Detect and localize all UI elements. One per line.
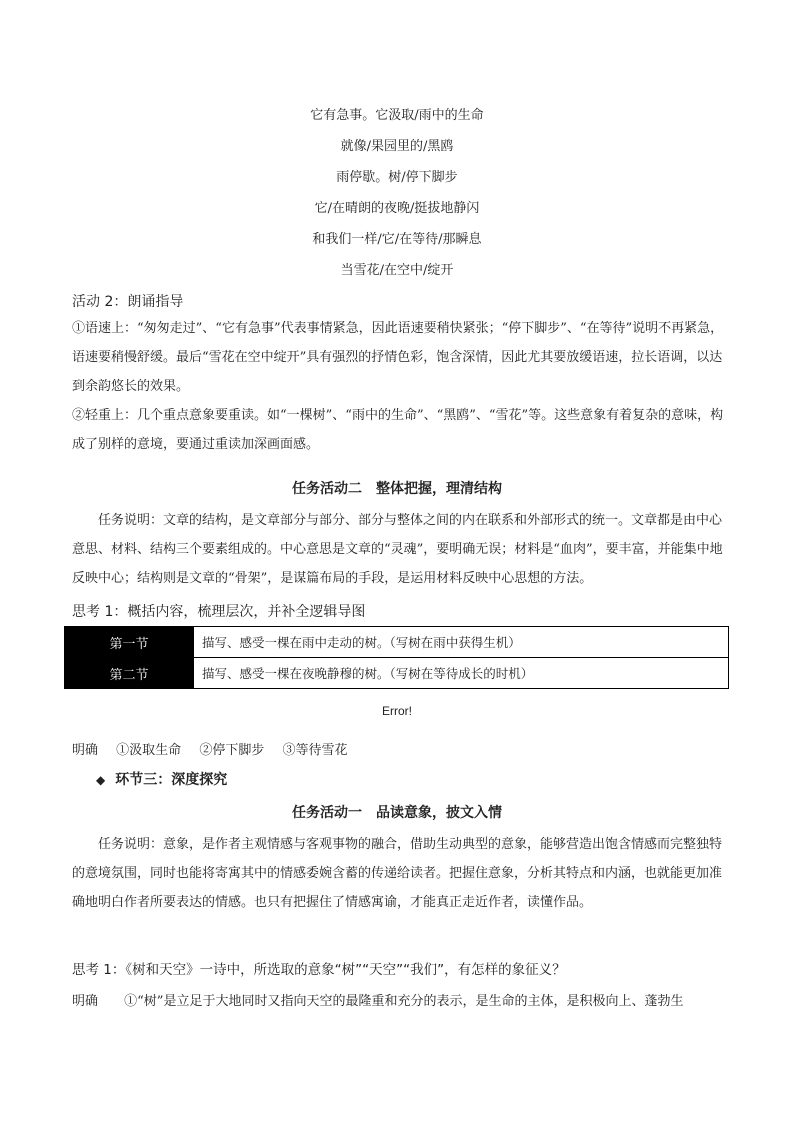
task-activity-2-title: 任务活动二 整体把握，理清结构 — [292, 481, 502, 497]
section-3-title: 环节三：深度探究 — [115, 772, 228, 788]
task-1-description: 任务说明：意象，是作者主观情感与客观事物的融合，借助生动典型的意象，能够营造出饱含情感而完整独特的意境氛围，同时也能将寄寓其中的情感委婉含蓄的传递给读者。把握住意象，分析其特点和内涵，也就能更加准确地明白作者所要表达的情感。也只有把握住了情感寓谕，才能真正走近作者，读懂作品。 — [72, 837, 723, 910]
answer-item: ③等待雪花 — [282, 743, 348, 758]
task-activity-1-title: 任务活动一 品读意象，披文入情 — [292, 805, 502, 821]
structure-table — [64, 626, 729, 689]
poem-line: 当雪花/在空中/绽开 — [340, 263, 454, 278]
poem-line: 就像/果园里的/黑鸥 — [340, 139, 454, 154]
poem-line: 和我们一样/它/在等待/那瞬息 — [312, 232, 482, 247]
answer-item: ②停下脚步 — [199, 743, 265, 758]
poem-line: 它有急事。它汲取/雨中的生命 — [310, 108, 484, 123]
section-label: 第二节 — [65, 658, 194, 689]
task-2-description: 任务说明：文章的结构，是文章部分与部分、部分与整体之间的内在联系和外部形式的统一。文章都是由中心意思、材料、结构三个要素组成的。中心意思是文章的“灵魂”，要明确无误；材料是“血肉”，要丰富，并能集中地反映中心；结构则是文章的“骨架”，是谋篇布局的手段，是运用材料反映中心思想的方法。 — [72, 513, 723, 586]
poem-line: 它/在晴朗的夜晚/挺拔地静闪 — [314, 201, 480, 216]
section-3-heading — [96, 769, 227, 789]
activity-2-body — [72, 314, 732, 459]
answer-row — [72, 990, 683, 1009]
answer-text: ①“树”是立足于大地同时又指向天空的最隆重和充分的表示，是生命的主体，是积极向上、蓬勃生 — [124, 994, 684, 1009]
poem-line: 雨停歇。树/停下脚步 — [336, 170, 458, 185]
table-row — [65, 627, 729, 658]
answer-label: 明确 — [72, 743, 99, 758]
section-label: 第一节 — [65, 627, 194, 658]
think-1-question: 思考 1：《树和天空》一诗中，所选取的意象“树”“天空”“我们”，有怎样的象征义？ — [72, 962, 566, 978]
think-1-prompt: 思考 1：概括内容，梳理层次，并补全逻辑导图 — [72, 604, 366, 620]
speed-guidance: ①语速上：“匆匆走过”、“它有急事”代表事情紧急，因此语速要稍快紧张；“停下脚步”、“在等待”说明不再紧急，语速要稍慢舒缓。最后“雪花在空中绽开”具有强烈的抒情色彩，饱含深情，因此尤其要放缓语速，拉长语调，以达到余韵悠长的效果。 — [72, 321, 724, 394]
stress-guidance: ②轻重上：几个重点意象要重读。如“一棵树”、“雨中的生命”、“黑鸥”、“雪花”等。这些意象有着复杂的意味，构成了别样的意境，要通过重读加深画面感。 — [72, 408, 724, 452]
error-text: Error! — [382, 704, 412, 718]
diamond-bullet-icon: ◆ — [96, 773, 106, 787]
section-description: 描写、感受一棵在雨中走动的树。（写树在雨中获得生机） — [194, 627, 729, 658]
activity-2-title: 活动 2：朗诵指导 — [72, 294, 184, 310]
section-description: 描写、感受一棵在夜晚静穆的树。（写树在等待成长的时机） — [194, 658, 729, 689]
answer-item: ①汲取生命 — [116, 743, 182, 758]
answer-row — [72, 739, 347, 758]
table-row — [65, 658, 729, 689]
answer-label: 明确 — [72, 994, 99, 1009]
